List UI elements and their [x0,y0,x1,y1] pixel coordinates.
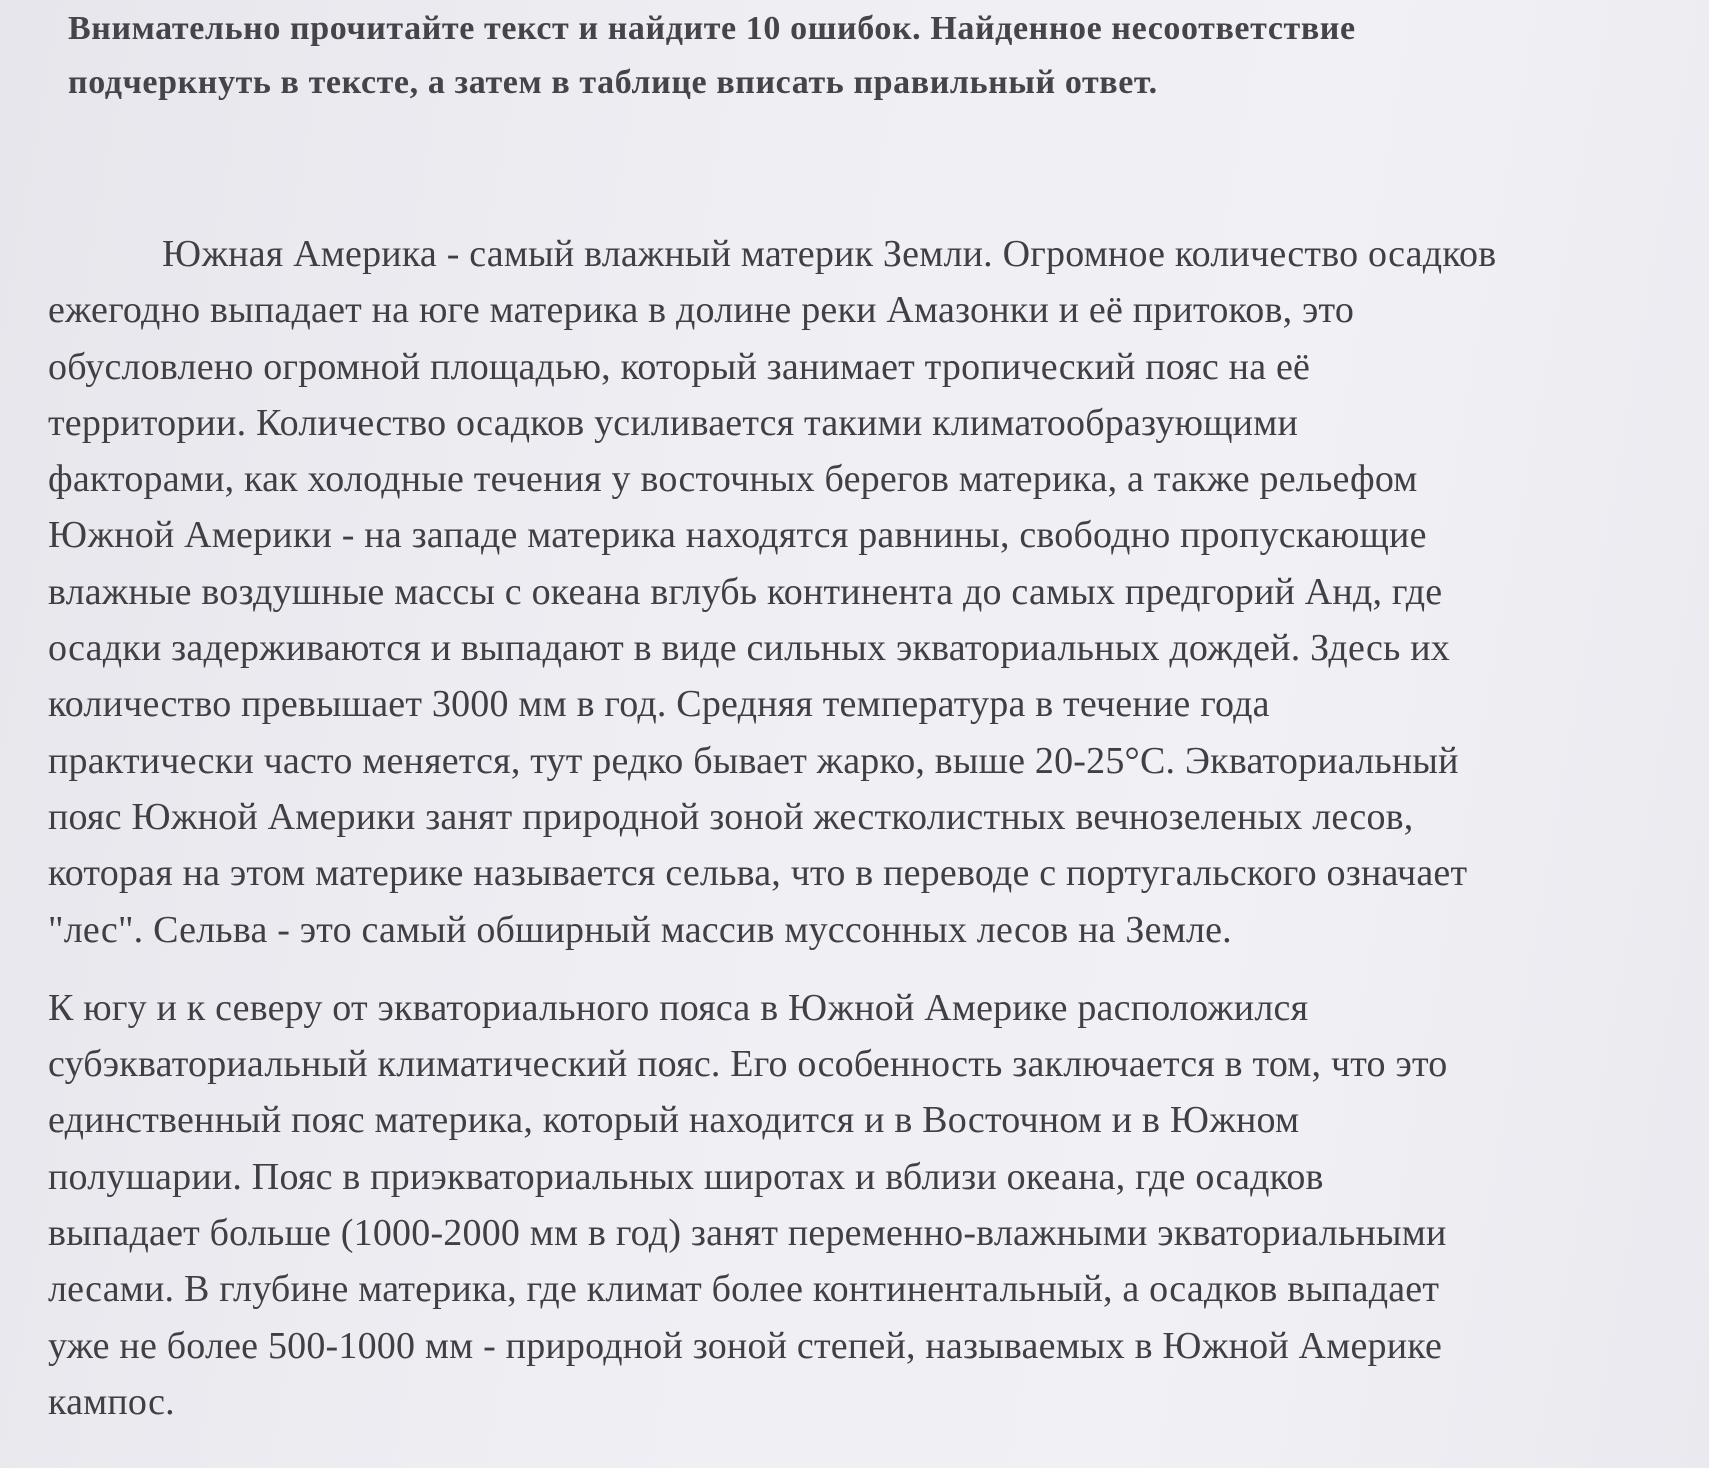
text-line: которая на этом материке называется сельва, что в переводе с португальского означает [48,852,1468,895]
text-line: факторами, как холодные течения у восточных берегов материка, а также рельефом [48,458,1418,501]
text-line: пояс Южной Америки занят природной зоной жестколистных вечнозеленых лесов, [48,795,1414,838]
text-line: Южной Америки - на западе материка находятся равнины, свободно пропускающие [48,514,1427,557]
text-line: "лес". Сельва - это самый обширный массив муссонных лесов на Земле. [48,908,1232,951]
paragraph-south-america-climate [48,226,1649,958]
instruction-line: Внимательно прочитайте текст и найдите 10 ошибок. Найденное несоответствие [68,10,1356,47]
text-line: территории. Количество осадков усиливается такими климатообразующими [48,401,1298,444]
text-line: кампос. [48,1380,175,1423]
text-line: выпадает больше (1000-2000 мм в год) занят переменно-влажными экваториальными [48,1212,1447,1255]
text-line: Южная Америка - самый влажный материк Земли. Огромное количество осадков [162,233,1497,275]
text-line: К югу и к северу от экваториального пояса в Южной Америке расположился [48,986,1309,1029]
text-line: полушарии. Пояс в приэкваториальных широтах и вблизи океана, где осадков [48,1155,1324,1198]
text-line: ежегодно выпадает на юге материка в долине реки Амазонки и её притоков, это [48,289,1355,332]
text-line: количество превышает 3000 мм в год. Средняя температура в течение года [48,683,1270,726]
instruction-line: подчеркнуть в тексте, а затем в таблице вписать правильный ответ. [68,64,1158,101]
task-instruction [48,0,1649,110]
text-line: лесами. В глубине материка, где климат более континентальный, а осадков выпадает [48,1268,1440,1311]
text-line: единственный пояс материка, который находится и в Восточном и в Южном [48,1099,1300,1142]
text-line: практически часто меняется, тут редко бывает жарко, выше 20-25°С. Экваториальный [48,739,1459,782]
text-line: уже не более 500-1000 мм - природной зоной степей, называемых в Южной Америке [48,1324,1443,1367]
text-line: субэкваториальный климатический пояс. Его особенность заключается в том, что это [48,1043,1448,1086]
paragraph-subequatorial-belt [48,980,1649,1430]
text-line: влажные воздушные массы с океана вглубь континента до самых предгорий Анд, где [48,570,1443,613]
text-line: обусловлено огромной площадью, который занимает тропический пояс на её [48,345,1311,388]
text-line: осадки задерживаются и выпадают в виде сильных экваториальных дождей. Здесь их [48,627,1450,670]
